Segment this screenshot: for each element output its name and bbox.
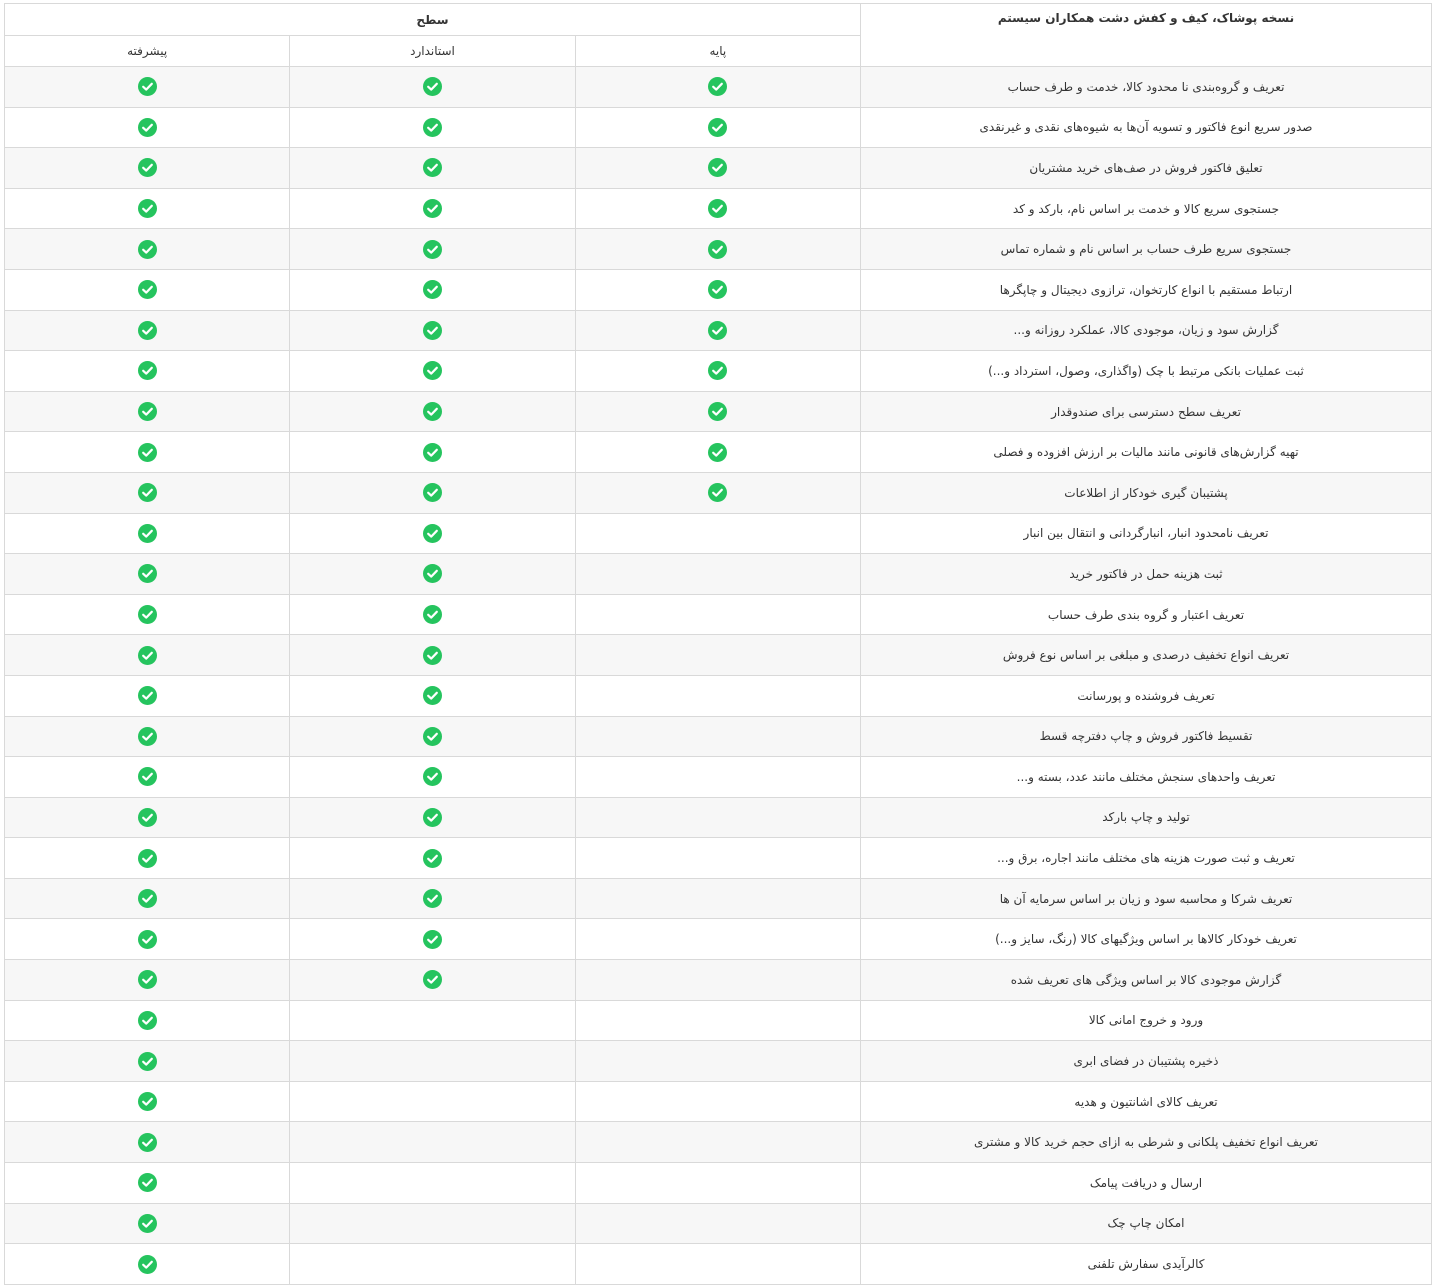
plan-cell-basic	[575, 1244, 860, 1285]
table-row	[5, 472, 1432, 513]
table-row	[5, 351, 1432, 392]
table-row	[5, 1122, 1432, 1163]
plan-cell-basic	[575, 919, 860, 960]
feature-cell: تعلیق فاکتور فروش در صف‌های خرید مشتریان	[861, 148, 1432, 189]
plan-header-basic: پایه	[575, 36, 860, 67]
plan-cell-basic	[575, 1122, 860, 1163]
check-circle-icon	[138, 930, 157, 949]
feature-cell: تعریف و گروه‌بندی نا محدود کالا، خدمت و طرف حساب	[861, 67, 1432, 108]
plan-cell-basic	[575, 1000, 860, 1041]
check-circle-icon	[708, 240, 727, 259]
plan-cell-standard	[290, 1203, 575, 1244]
check-circle-icon	[138, 767, 157, 786]
plan-cell-basic	[575, 594, 860, 635]
plan-cell-basic	[575, 554, 860, 595]
check-circle-icon	[138, 1092, 157, 1111]
feature-cell: ارسال و دریافت پیامک	[861, 1163, 1432, 1204]
plan-cell-basic	[575, 716, 860, 757]
plan-cell-advanced	[5, 67, 290, 108]
check-circle-icon	[708, 77, 727, 96]
check-circle-icon	[138, 280, 157, 299]
check-circle-icon	[423, 77, 442, 96]
plan-cell-basic	[575, 513, 860, 554]
table-row	[5, 1041, 1432, 1082]
feature-cell: جستجوی سریع طرف حساب بر اساس نام و شماره تماس	[861, 229, 1432, 270]
table-row	[5, 513, 1432, 554]
plan-cell-standard	[290, 716, 575, 757]
plan-cell-standard	[290, 594, 575, 635]
feature-cell: ارتباط مستقیم با انواع کارتخوان، ترازوی دیجیتال و چاپگرها	[861, 269, 1432, 310]
check-circle-icon	[138, 889, 157, 908]
check-circle-icon	[138, 321, 157, 340]
check-circle-icon	[138, 118, 157, 137]
feature-cell: تعریف سطح دسترسی برای صندوقدار	[861, 391, 1432, 432]
feature-comparison-table	[4, 3, 1432, 1285]
plan-cell-standard	[290, 635, 575, 676]
plan-cell-basic	[575, 269, 860, 310]
table-row	[5, 757, 1432, 798]
plan-cell-advanced	[5, 107, 290, 148]
plan-cell-basic	[575, 148, 860, 189]
table-row	[5, 635, 1432, 676]
check-circle-icon	[708, 402, 727, 421]
plan-cell-standard	[290, 1244, 575, 1285]
plan-cell-basic	[575, 188, 860, 229]
check-circle-icon	[138, 1255, 157, 1274]
plan-cell-basic	[575, 432, 860, 473]
plan-cell-advanced	[5, 1122, 290, 1163]
table-row	[5, 148, 1432, 189]
feature-cell: امکان چاپ چک	[861, 1203, 1432, 1244]
table-row	[5, 107, 1432, 148]
plan-cell-advanced	[5, 1000, 290, 1041]
plan-cell-advanced	[5, 635, 290, 676]
plan-cell-standard	[290, 107, 575, 148]
table-row	[5, 716, 1432, 757]
check-circle-icon	[423, 727, 442, 746]
feature-cell: ثبت عملیات بانکی مرتبط با چک (واگذاری، وصول، استرداد و...)	[861, 351, 1432, 392]
check-circle-icon	[423, 483, 442, 502]
plan-cell-standard	[290, 1000, 575, 1041]
feature-cell: تولید و چاپ بارکد	[861, 797, 1432, 838]
plan-cell-standard	[290, 675, 575, 716]
feature-cell: تعریف اعتبار و گروه بندی طرف حساب	[861, 594, 1432, 635]
plan-cell-standard	[290, 391, 575, 432]
plan-header-advanced: پیشرفته	[5, 36, 290, 67]
feature-cell: گزارش سود و زیان، موجودی کالا، عملکرد روزانه و...	[861, 310, 1432, 351]
plan-cell-standard	[290, 1122, 575, 1163]
plan-cell-basic	[575, 1163, 860, 1204]
plan-cell-standard	[290, 432, 575, 473]
feature-cell: تعریف فروشنده و پورسانت	[861, 675, 1432, 716]
table-row	[5, 1244, 1432, 1285]
level-header: سطح	[5, 4, 861, 36]
check-circle-icon	[138, 361, 157, 380]
check-circle-icon	[708, 361, 727, 380]
plan-cell-advanced	[5, 878, 290, 919]
check-circle-icon	[138, 849, 157, 868]
check-circle-icon	[138, 240, 157, 259]
plan-cell-advanced	[5, 472, 290, 513]
plan-cell-basic	[575, 310, 860, 351]
plan-cell-advanced	[5, 675, 290, 716]
plan-cell-standard	[290, 513, 575, 554]
plan-cell-standard	[290, 878, 575, 919]
feature-cell: تقسیط فاکتور فروش و چاپ دفترچه قسط	[861, 716, 1432, 757]
plan-cell-basic	[575, 67, 860, 108]
check-circle-icon	[138, 1052, 157, 1071]
plan-cell-standard	[290, 67, 575, 108]
table-row	[5, 1000, 1432, 1041]
table-row	[5, 675, 1432, 716]
check-circle-icon	[423, 686, 442, 705]
check-circle-icon	[138, 605, 157, 624]
feature-cell: ذخیره پشتیبان در فضای ابری	[861, 1041, 1432, 1082]
plan-cell-standard	[290, 229, 575, 270]
plan-cell-advanced	[5, 1081, 290, 1122]
table-row	[5, 391, 1432, 432]
plan-cell-basic	[575, 107, 860, 148]
plan-cell-basic	[575, 1041, 860, 1082]
plan-cell-basic	[575, 391, 860, 432]
plan-cell-basic	[575, 1081, 860, 1122]
check-circle-icon	[138, 77, 157, 96]
plan-cell-basic	[575, 878, 860, 919]
check-circle-icon	[708, 199, 727, 218]
check-circle-icon	[423, 280, 442, 299]
table-row	[5, 188, 1432, 229]
plan-cell-standard	[290, 1041, 575, 1082]
table-row	[5, 878, 1432, 919]
plan-cell-advanced	[5, 513, 290, 554]
check-circle-icon	[138, 199, 157, 218]
plan-cell-basic	[575, 838, 860, 879]
check-circle-icon	[423, 199, 442, 218]
check-circle-icon	[423, 402, 442, 421]
check-circle-icon	[138, 402, 157, 421]
check-circle-icon	[423, 158, 442, 177]
plan-cell-standard	[290, 148, 575, 189]
plan-cell-standard	[290, 472, 575, 513]
check-circle-icon	[138, 158, 157, 177]
table-row	[5, 67, 1432, 108]
feature-cell: تعریف انواع تخفیف پلکانی و شرطی به ازای حجم خرید کالا و مشتری	[861, 1122, 1432, 1163]
check-circle-icon	[138, 1133, 157, 1152]
plan-cell-advanced	[5, 188, 290, 229]
feature-cell: ثبت هزینه حمل در فاکتور خرید	[861, 554, 1432, 595]
table-row	[5, 594, 1432, 635]
plan-cell-basic	[575, 351, 860, 392]
plan-cell-standard	[290, 838, 575, 879]
plan-cell-standard	[290, 960, 575, 1001]
check-circle-icon	[708, 321, 727, 340]
feature-column-header: نسخه پوشاک، کیف و کفش دشت همکاران سیستم	[861, 4, 1432, 67]
check-circle-icon	[708, 483, 727, 502]
plan-cell-basic	[575, 229, 860, 270]
feature-cell: تعریف شرکا و محاسبه سود و زیان بر اساس سرمایه آن ها	[861, 878, 1432, 919]
table-row	[5, 797, 1432, 838]
plan-cell-basic	[575, 675, 860, 716]
table-row	[5, 432, 1432, 473]
check-circle-icon	[138, 1011, 157, 1030]
plan-cell-advanced	[5, 594, 290, 635]
plan-cell-basic	[575, 1203, 860, 1244]
plan-cell-advanced	[5, 351, 290, 392]
plan-cell-advanced	[5, 229, 290, 270]
plan-cell-basic	[575, 757, 860, 798]
plan-header-standard: استاندارد	[290, 36, 575, 67]
feature-cell: گزارش موجودی کالا بر اساس ویژگی های تعریف شده	[861, 960, 1432, 1001]
check-circle-icon	[138, 564, 157, 583]
check-circle-icon	[423, 605, 442, 624]
plan-cell-advanced	[5, 1041, 290, 1082]
table-row	[5, 960, 1432, 1001]
check-circle-icon	[423, 240, 442, 259]
plan-cell-advanced	[5, 554, 290, 595]
check-circle-icon	[423, 930, 442, 949]
plan-cell-standard	[290, 188, 575, 229]
plan-cell-basic	[575, 797, 860, 838]
plan-cell-standard	[290, 757, 575, 798]
check-circle-icon	[708, 118, 727, 137]
plan-cell-advanced	[5, 432, 290, 473]
table-row	[5, 838, 1432, 879]
check-circle-icon	[138, 1173, 157, 1192]
check-circle-icon	[708, 158, 727, 177]
table-row	[5, 310, 1432, 351]
check-circle-icon	[138, 646, 157, 665]
check-circle-icon	[423, 646, 442, 665]
plan-cell-advanced	[5, 1203, 290, 1244]
check-circle-icon	[423, 321, 442, 340]
check-circle-icon	[423, 443, 442, 462]
plan-cell-basic	[575, 635, 860, 676]
feature-cell: تهیه گزارش‌های قانونی مانند مالیات بر ارزش افزوده و فصلی	[861, 432, 1432, 473]
plan-cell-advanced	[5, 1244, 290, 1285]
plan-cell-standard	[290, 310, 575, 351]
feature-cell: ورود و خروج امانی کالا	[861, 1000, 1432, 1041]
table-row	[5, 1081, 1432, 1122]
plan-cell-advanced	[5, 757, 290, 798]
plan-cell-standard	[290, 269, 575, 310]
feature-cell: جستجوی سریع کالا و خدمت بر اساس نام، بارکد و کد	[861, 188, 1432, 229]
feature-cell: تعریف خودکار کالاها بر اساس ویژگیهای کالا (رنگ، سایز و...)	[861, 919, 1432, 960]
check-circle-icon	[423, 524, 442, 543]
table-row	[5, 1163, 1432, 1204]
plan-cell-advanced	[5, 797, 290, 838]
check-circle-icon	[708, 280, 727, 299]
plan-cell-standard	[290, 554, 575, 595]
plan-cell-standard	[290, 1081, 575, 1122]
plan-cell-advanced	[5, 919, 290, 960]
plan-cell-advanced	[5, 391, 290, 432]
plan-cell-standard	[290, 1163, 575, 1204]
table-row	[5, 554, 1432, 595]
check-circle-icon	[138, 970, 157, 989]
check-circle-icon	[423, 361, 442, 380]
check-circle-icon	[423, 118, 442, 137]
feature-cell: تعریف واحدهای سنجش مختلف مانند عدد، بسته و...	[861, 757, 1432, 798]
feature-cell: پشتیبان گیری خودکار از اطلاعات	[861, 472, 1432, 513]
check-circle-icon	[138, 483, 157, 502]
feature-cell: تعریف و ثبت صورت هزینه های مختلف مانند اجاره، برق و...	[861, 838, 1432, 879]
table-row	[5, 229, 1432, 270]
check-circle-icon	[138, 524, 157, 543]
plan-cell-advanced	[5, 269, 290, 310]
check-circle-icon	[423, 564, 442, 583]
check-circle-icon	[138, 443, 157, 462]
check-circle-icon	[423, 849, 442, 868]
check-circle-icon	[708, 443, 727, 462]
feature-cell: کالرآیدی سفارش تلفنی	[861, 1244, 1432, 1285]
check-circle-icon	[423, 808, 442, 827]
feature-cell: تعریف انواع تخفیف درصدی و مبلغی بر اساس نوع فروش	[861, 635, 1432, 676]
feature-cell: تعریف کالای اشانتیون و هدیه	[861, 1081, 1432, 1122]
check-circle-icon	[138, 808, 157, 827]
plan-cell-advanced	[5, 1163, 290, 1204]
check-circle-icon	[423, 889, 442, 908]
feature-cell: تعریف نامحدود انبار، انبارگردانی و انتقال بین انبار	[861, 513, 1432, 554]
plan-cell-advanced	[5, 310, 290, 351]
check-circle-icon	[423, 767, 442, 786]
check-circle-icon	[138, 686, 157, 705]
plan-cell-standard	[290, 351, 575, 392]
plan-cell-standard	[290, 797, 575, 838]
check-circle-icon	[138, 727, 157, 746]
plan-cell-advanced	[5, 960, 290, 1001]
check-circle-icon	[423, 970, 442, 989]
plan-cell-advanced	[5, 838, 290, 879]
table-row	[5, 919, 1432, 960]
plan-cell-advanced	[5, 148, 290, 189]
plan-cell-advanced	[5, 716, 290, 757]
plan-cell-standard	[290, 919, 575, 960]
check-circle-icon	[138, 1214, 157, 1233]
table-row	[5, 269, 1432, 310]
plan-cell-basic	[575, 960, 860, 1001]
feature-cell: صدور سریع انوع فاکتور و تسویه آن‌ها به شیوه‌های نقدی و غیرنقدی	[861, 107, 1432, 148]
table-row	[5, 1203, 1432, 1244]
plan-cell-basic	[575, 472, 860, 513]
